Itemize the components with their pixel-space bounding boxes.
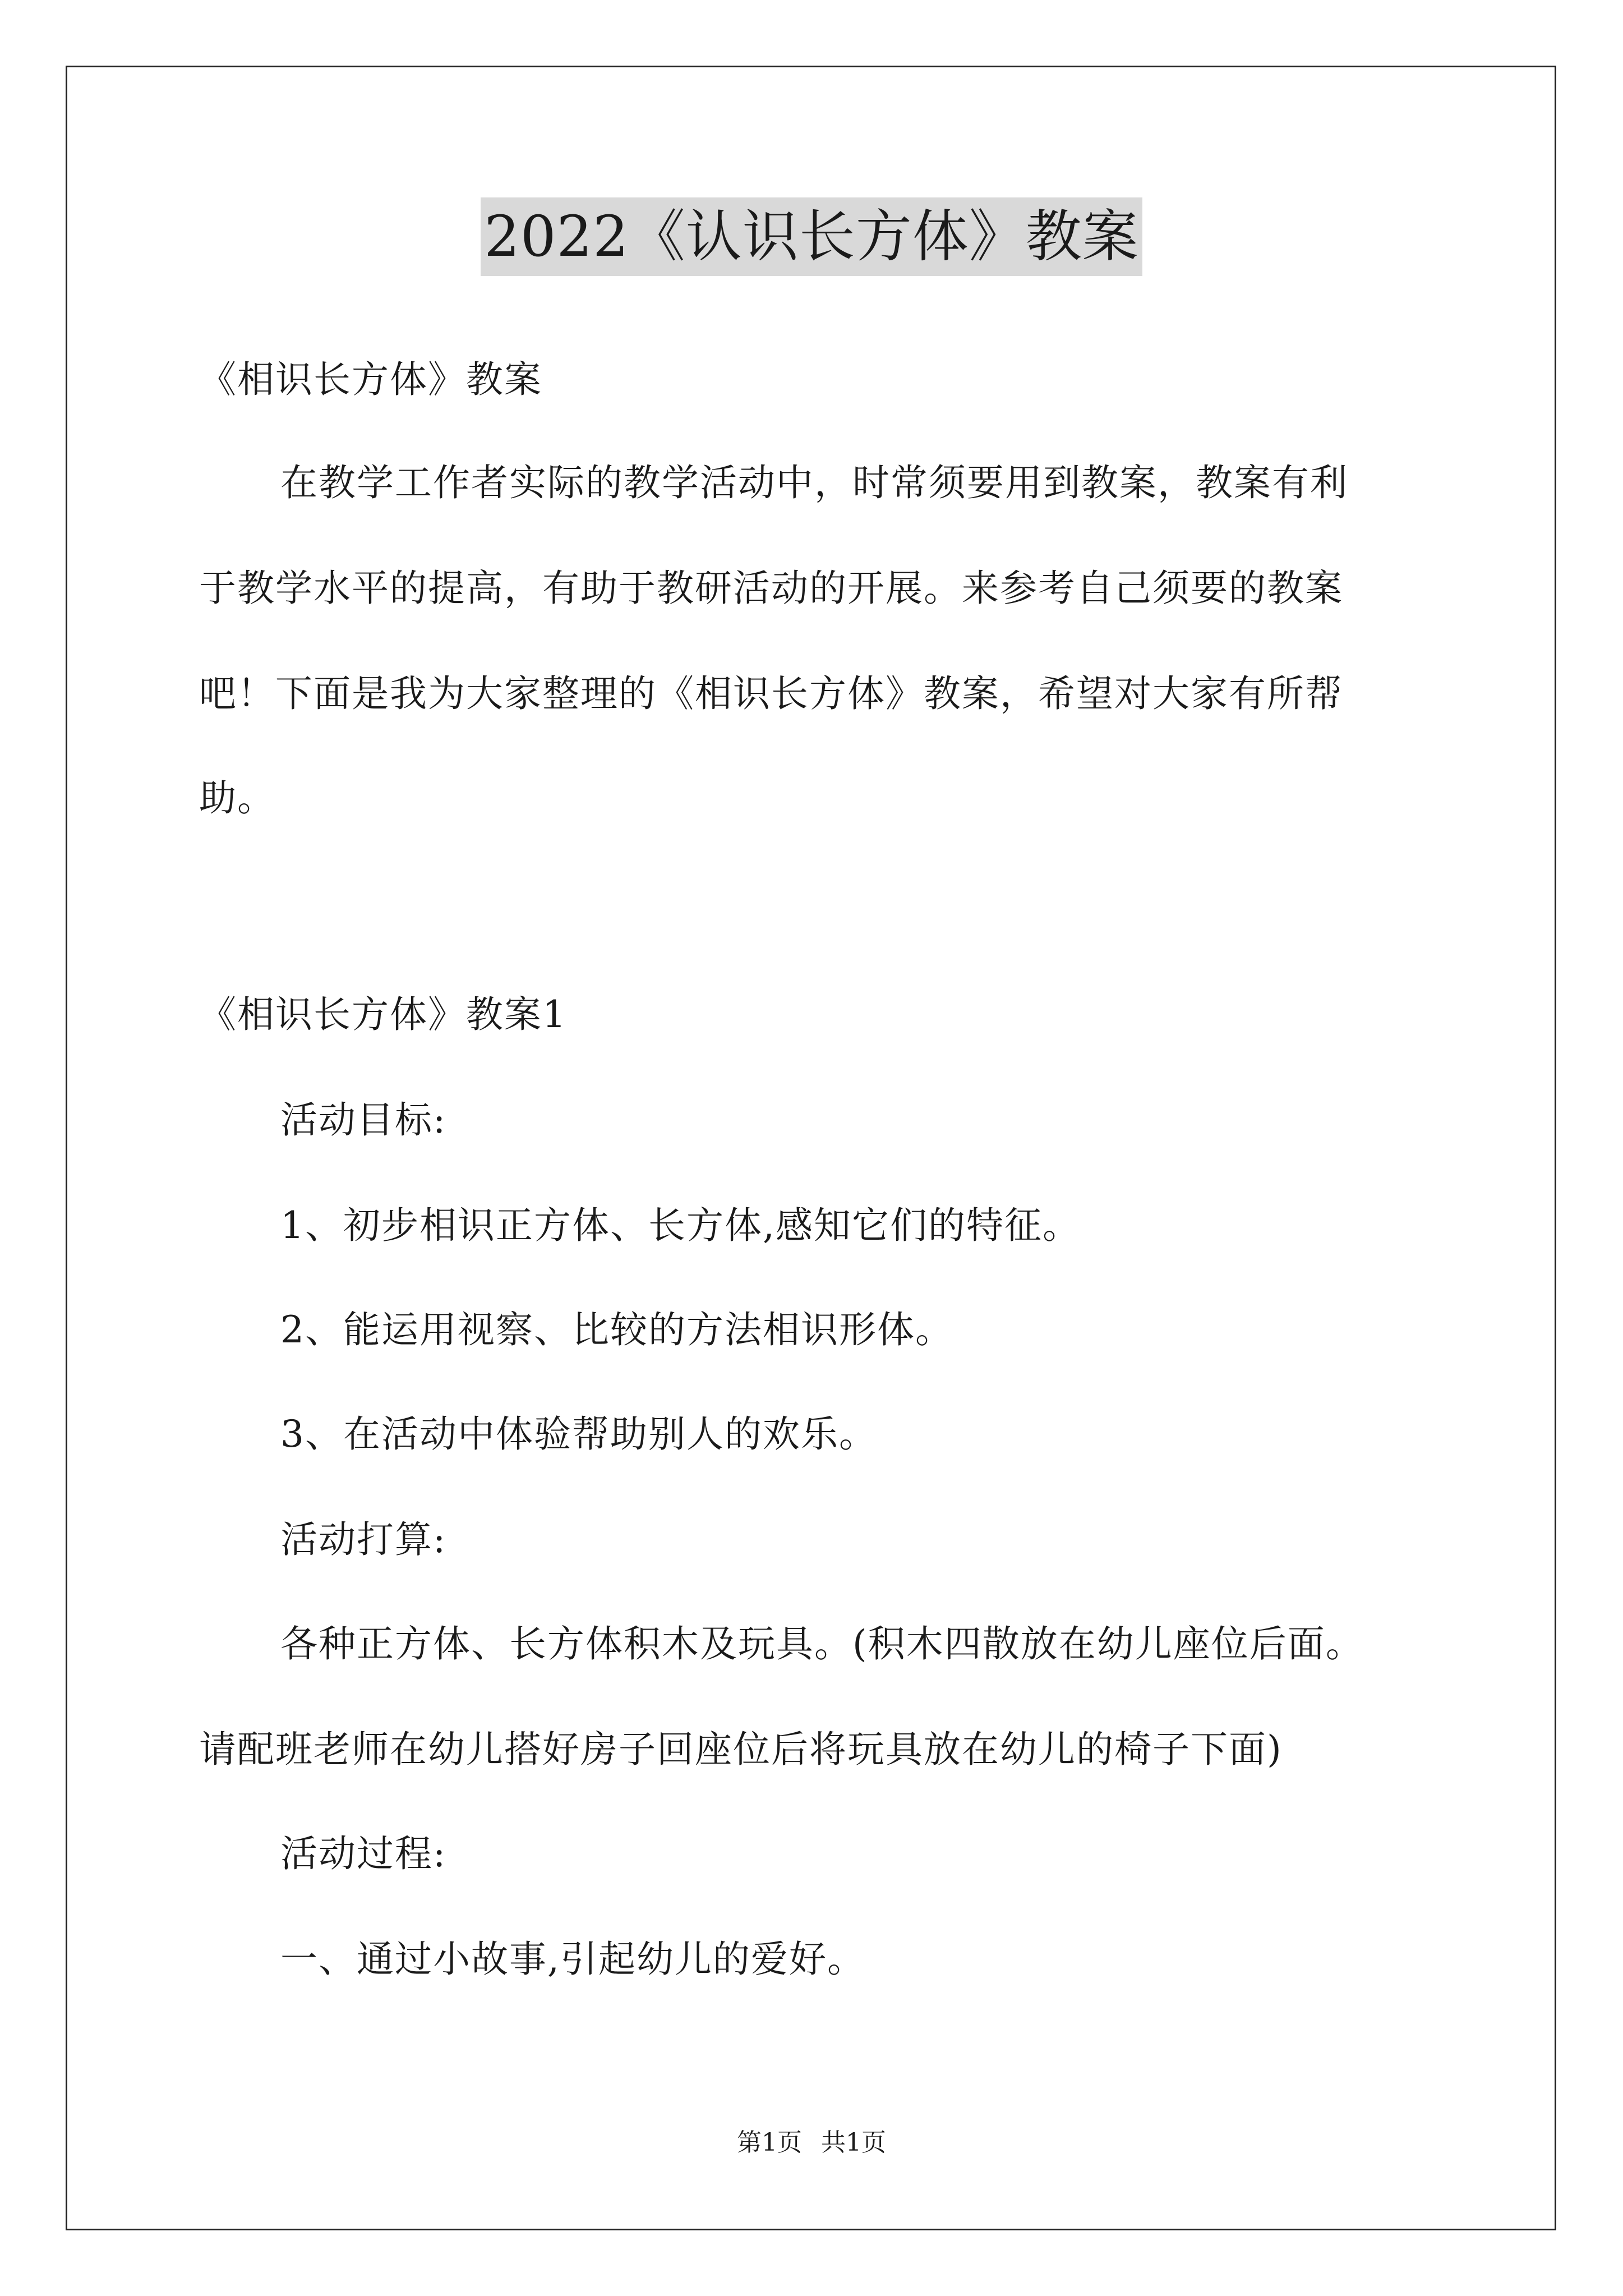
section-label-preparation: 活动打算: <box>280 1518 447 1561</box>
page-total: 共1页 <box>821 2128 886 2157</box>
paragraph-line: 助。 <box>199 776 275 820</box>
title-container <box>0 197 1623 276</box>
list-item: 1、初步相识正方体、长方体,感知它们的特征。 <box>280 1204 1081 1247</box>
list-item: 3、在活动中体验帮助别人的欢乐。 <box>280 1412 877 1456</box>
page-footer <box>0 2126 1623 2160</box>
paragraph-line: 吧！下面是我为大家整理的《相识长方体》教案，希望对大家有所帮 <box>199 672 1343 715</box>
paragraph-line: 于教学水平的提高，有助于教研活动的开展。来参考自己须要的教案 <box>199 567 1343 610</box>
page-number: 第1页 <box>737 2128 802 2157</box>
section-heading: 《相识长方体》教案1 <box>199 993 567 1036</box>
section-label-process: 活动过程: <box>280 1832 447 1875</box>
document-title: 2022《认识长方体》教案 <box>481 197 1142 276</box>
paragraph-line: 在教学工作者实际的教学活动中，时常须要用到教案，教案有利 <box>280 461 1348 504</box>
paragraph-line: 请配班老师在幼儿搭好房子回座位后将玩具放在幼儿的椅子下面) <box>199 1728 1283 1771</box>
list-item: 一、通过小故事,引起幼儿的爱好。 <box>280 1938 865 1981</box>
subtitle-line: 《相识长方体》教案 <box>199 358 542 401</box>
section-label-goals: 活动目标: <box>280 1098 447 1142</box>
list-item: 2、能运用视察、比较的方法相识形体。 <box>280 1308 953 1351</box>
paragraph-line: 各种正方体、长方体积木及玩具。(积木四散放在幼儿座位后面。 <box>280 1622 1364 1665</box>
